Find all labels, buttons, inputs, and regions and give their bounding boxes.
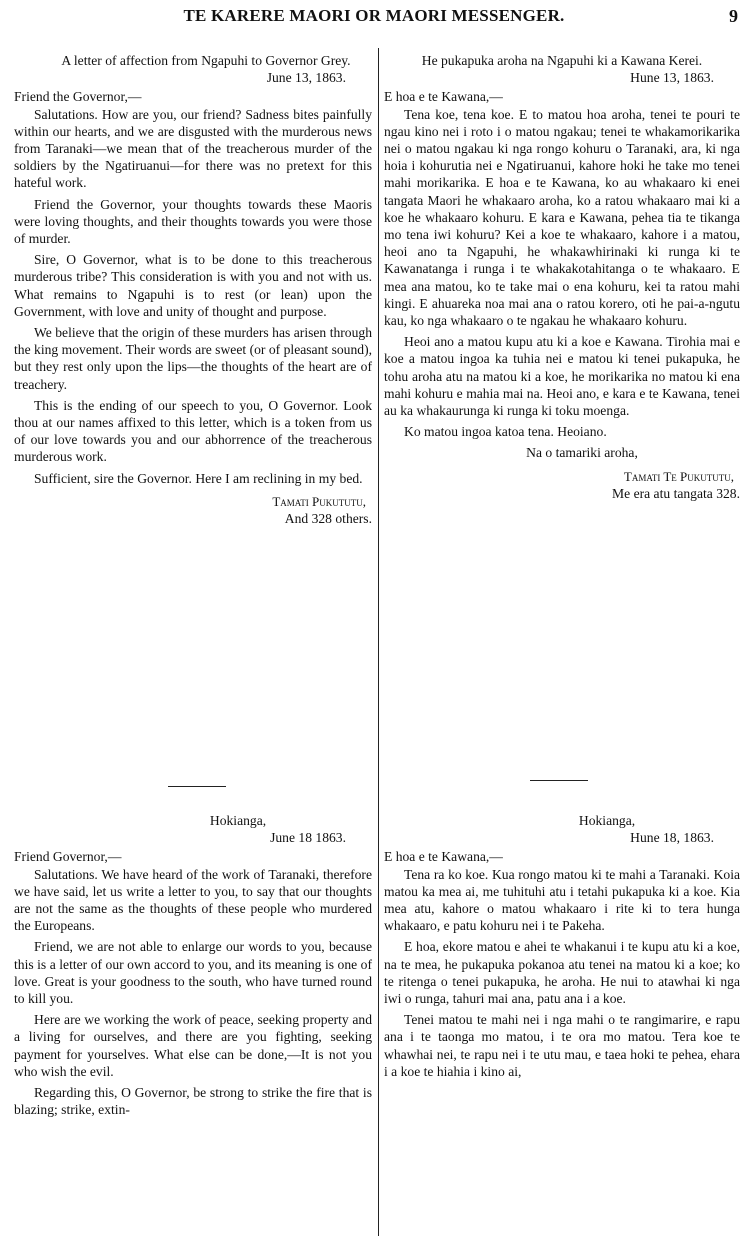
letter-date: Hune 13, 1863. bbox=[630, 70, 714, 86]
letter-heading: He pukapuka aroha na Ngapuhi ki a Kawana Kerei. bbox=[421, 53, 703, 68]
signature-name: Tamati Pukututu, bbox=[272, 493, 366, 509]
column-rule bbox=[378, 48, 379, 1236]
paragraph: Friend the Governor, your thoughts towards these Maoris were loving thoughts, and their thoughts towards you were those of murder. bbox=[14, 196, 372, 247]
paragraph: This is the ending of our speech to you, O Governor. Look thou at our names affixed to this letter, which is a token from us of our love towards you and our abhorrence of the treacherous murderous work. bbox=[14, 397, 372, 465]
signoff: Na o tamariki aroha, bbox=[526, 445, 638, 461]
paragraph: Salutations. We have heard of the work of Taranaki, therefore we have said, let us write a letter to you, to say that our thoughts are not the same as the thoughts of these people who murdered the Europeans. bbox=[14, 866, 372, 934]
page-header bbox=[0, 6, 748, 30]
salutation: Friend Governor,— bbox=[14, 849, 122, 865]
letter-heading: A letter of affection from Ngapuhi to Governor Grey. bbox=[61, 53, 351, 68]
paragraph: Friend, we are not able to enlarge our words to you, because this is a letter of our own accord to you, and its meaning is one of love. Great is your goodness to the south, who have turned round to kill you. bbox=[14, 939, 372, 1007]
signature-name: Tamati Te Pukututu, bbox=[623, 468, 734, 484]
paragraph: Salutations. How are you, our friend? Sadness bites painfully within our hearts, and we are disgusted with the murderous news from Taranaki—we mean that of the treacherous murder of the soldiers by the Ngatiruanui—for there was no pretext for this hateful work. bbox=[14, 106, 372, 191]
paragraph: Tenei matou te mahi nei i nga mahi o te rangimarire, e rapu ana i te taonga mo matou, i te ora mo matou. Tera koe te whawhai nei, te rapu nei i te utu mau, e taea hoki te pehea, ehara i a koe te hiahia i kino ai, bbox=[384, 1012, 740, 1079]
letter-place: Hokianga, bbox=[578, 813, 636, 828]
letter-ngapuhi-maori bbox=[384, 52, 740, 502]
paragraph: E hoa, ekore matou e ahei te whakanui i te kupu atu ki a koe, na te mea, he pukapuka pokanoa atu tenei na matou ki a koe; ko te ritenga o tenei pukapuka, he aroha. He nui to atawhai ki nga iwi o runga, tahuri mai ana, patu ana i a koe. bbox=[384, 939, 740, 1007]
letter-hokianga-maori bbox=[384, 812, 740, 1084]
paragraph: We believe that the origin of these murders has arisen through the king movement. Their words are sweet (or of pleasant sound), but they rest only upon the lips—the thoughts of the heart are of treachery. bbox=[14, 325, 372, 392]
letter-date: June 18 1863. bbox=[270, 830, 346, 846]
paragraph: Sire, O Governor, what is to be done to this treacherous murderous tribe? This consideration is with you and not with us. What remains to Ngapuhi is to rest (or lean) upon the Government, with love and unity of thought and purpose. bbox=[14, 252, 372, 319]
paragraph: Tena ra ko koe. Kua rongo matou ki te mahi a Taranaki. Koia matou ka mea ai, me tuhituhi atu i tetahi pukapuka ki a koe. Kia mea atu, kahore o matou whakaaro i rite ki to tera hunga whakaaro, e patu kohuru nei i te Pakeha. bbox=[384, 866, 740, 934]
salutation: E hoa e te Kawana,— bbox=[384, 89, 503, 105]
letter-place: Hokianga, bbox=[209, 813, 267, 828]
paragraph: Tena koe, tena koe. E to matou hoa aroha, tenei te pouri te ngau kino nei i roto i o matou ngakau; tenei te whakamorikarika nei o matou ngakau ki nga rongo kohuru o Taranaki, ara, ki nga hoia i kohurutia nei e Ngatiruanui, kahore hoki he take mo tenei mahi morikarika. E hoa e te Kawana, ko au whakaaro ki enei tangata Maori he whakaaro aroha, ko a ratou whakaaro mai ki a koe he whakaaro kohuru. E kara e Kawana, pehea tia te tikanga mo tena iwi kohuru? Kei a koe te whakaaro, kahore i a matou, heoi ano ta Ngapuhi, he whakawhirinaki ki runga ki te Kawanatanga i runga i te whakakotahitanga o te whakaaro. E mea ana matou, ko te take mai o ena kohuru, kei ta ratou mahi kingi. E ahuareka noa mai ana o ratou korero, oti he pai-a-ngutu kau, ko nga whakaaro o te ngakau he whakaaro kohuru. bbox=[384, 106, 740, 329]
paragraph: Here are we working the work of peace, seeking property and a living for ourselves, and there are you fighting, seeking payment for yourselves. What else can be done,—It is not you who wish the evil. bbox=[14, 1012, 372, 1079]
letter-date: Hune 18, 1863. bbox=[630, 830, 714, 846]
letter-date: June 13, 1863. bbox=[266, 70, 346, 86]
salutation: Friend the Governor,— bbox=[14, 89, 142, 105]
salutation: E hoa e te Kawana,— bbox=[384, 849, 503, 865]
signature-line: And 328 others. bbox=[284, 511, 372, 527]
paragraph: Regarding this, O Governor, be strong to strike the fire that is blazing; strike, extin- bbox=[14, 1085, 372, 1118]
signature-line: Me era atu tangata 328. bbox=[612, 485, 740, 501]
letter-ngapuhi-english bbox=[14, 52, 372, 527]
running-title: TE KARERE MAORI OR MAORI MESSENGER. bbox=[183, 6, 565, 25]
letter-hokianga-english bbox=[14, 812, 372, 1122]
paragraph: Heoi ano a matou kupu atu ki a koe e Kawana. Tirohia mai e koe a matou ingoa ka tuhia nei e matou ki tenei pukapuka, he tohu aroha atu na matou ki a koe, he morikarika no matou ki ena mahi kohuru e mahia mai na. Heoi ano, e kara e te Kawana, tenei au ka whakaurunga ki runga ki toku moenga. bbox=[384, 334, 740, 419]
page-number: 9 bbox=[729, 6, 738, 26]
paragraph: Ko matou ingoa katoa tena. Heoiano. bbox=[404, 424, 607, 440]
paragraph: Sufficient, sire the Governor. Here I am reclining in my bed. bbox=[34, 470, 363, 486]
section-divider bbox=[168, 786, 226, 787]
section-divider bbox=[530, 780, 588, 781]
